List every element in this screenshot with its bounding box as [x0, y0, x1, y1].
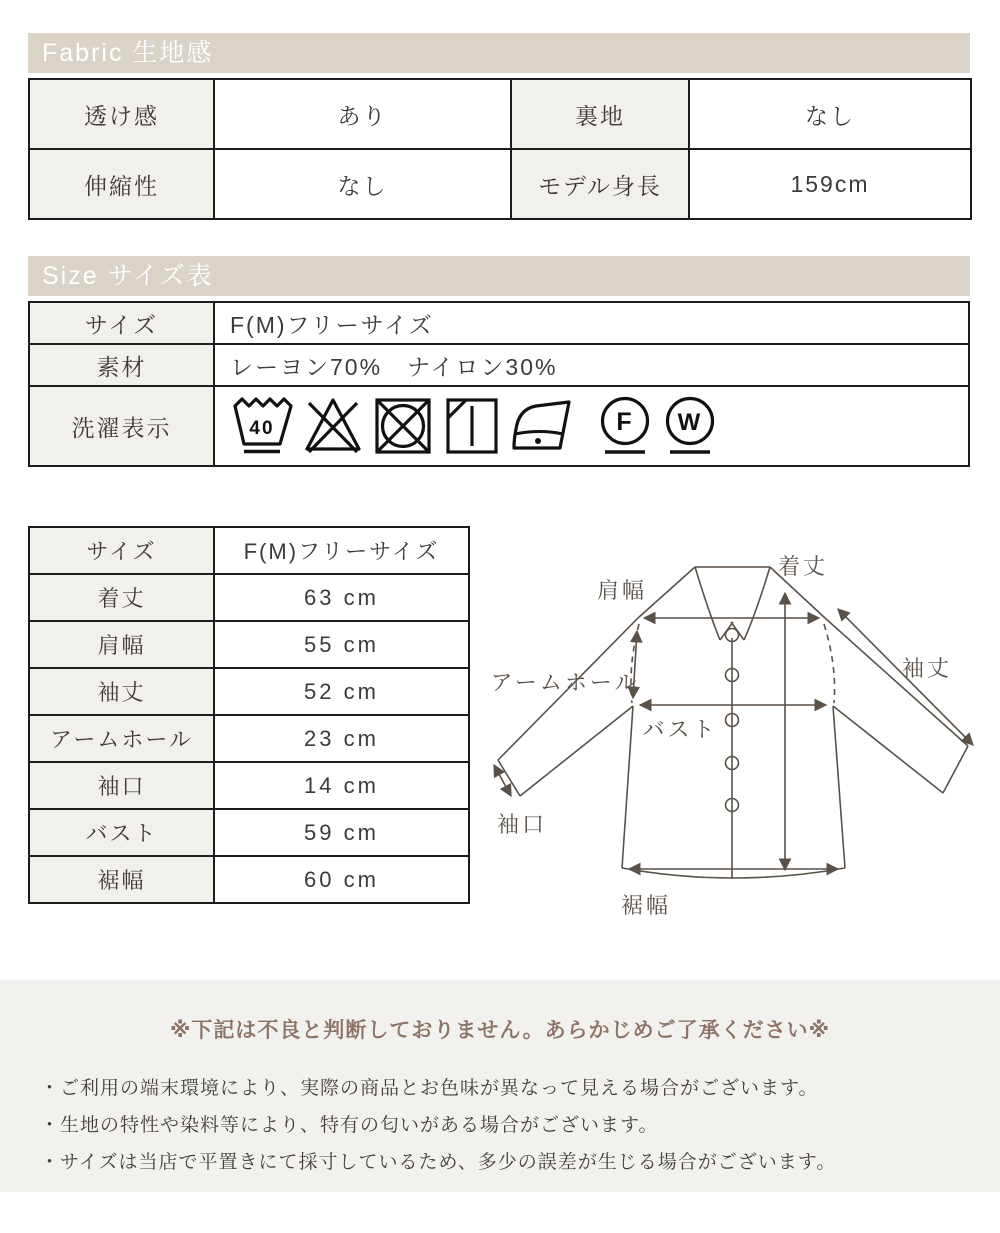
fabric-value-cell: 159cm — [689, 149, 971, 219]
diagram-label-armhole: アームホール — [490, 670, 640, 695]
measurement-label: アームホール — [29, 715, 214, 762]
disclaimer-notes — [0, 1044, 1000, 1181]
measurement-size-value: F(M)フリーサイズ — [214, 527, 469, 574]
material-value-cell: レーヨン70% ナイロン30% — [214, 344, 969, 386]
table-row — [29, 856, 469, 903]
do-not-bleach-icon — [303, 393, 363, 459]
fabric-label-cell: 透け感 — [29, 79, 214, 149]
measurement-value: 59 cm — [214, 809, 469, 856]
table-row — [29, 809, 469, 856]
measurement-label: 着丈 — [29, 574, 214, 621]
diagram-label-length: 着丈 — [777, 554, 829, 579]
disclaimer-note: ・サイズは当店で平置きにて採寸しているため、多少の誤差が生じる場合がございます。 — [40, 1152, 837, 1173]
diagram-label-shoulder-width: 肩幅 — [596, 578, 648, 603]
fabric-section-header — [28, 33, 970, 73]
measurement-value: 63 cm — [214, 574, 469, 621]
measurement-value: 23 cm — [214, 715, 469, 762]
svg-text:W: W — [677, 409, 703, 436]
drip-dry-in-shade-icon — [443, 393, 501, 459]
cuff-arrow — [494, 765, 511, 796]
table-row — [29, 762, 469, 809]
measurement-label: 裾幅 — [29, 856, 214, 903]
table-row — [29, 574, 469, 621]
fabric-label-cell: 裏地 — [511, 79, 689, 149]
svg-text:40: 40 — [249, 418, 275, 439]
garment-measurement-diagram — [480, 538, 1000, 938]
measurement-value: 60 cm — [214, 856, 469, 903]
measurement-label: バスト — [29, 809, 214, 856]
disclaimer-note: ・生地の特性や染料等により、特有の匂いがある場合がございます。 — [40, 1115, 659, 1136]
material-label-cell: 素材 — [29, 344, 214, 386]
fabric-section-title: Fabric 生地感 — [42, 39, 214, 67]
size-section-header — [28, 256, 970, 296]
fabric-label-cell: モデル身長 — [511, 149, 689, 219]
disclaimer-note: ・ご利用の端末環境により、実際の商品とお色味が異なって見える場合がございます。 — [40, 1078, 819, 1099]
size-info-row — [29, 302, 969, 344]
fabric-value-cell: あり — [214, 79, 511, 149]
care-icons-strip — [230, 391, 968, 461]
shirt-outline — [498, 567, 968, 879]
measurement-value: 52 cm — [214, 668, 469, 715]
diagram-label-bust: バスト — [642, 717, 718, 742]
svg-text:F: F — [616, 408, 634, 436]
fabric-value-cell: なし — [689, 79, 971, 149]
disclaimer-section — [0, 980, 1000, 1192]
iron-low-heat-icon — [510, 393, 588, 459]
fabric-value-cell: なし — [214, 149, 511, 219]
measurement-size-label: サイズ — [29, 527, 214, 574]
table-row — [29, 621, 469, 668]
measurement-value: 55 cm — [214, 621, 469, 668]
fabric-label-cell: 伸縮性 — [29, 149, 214, 219]
diagram-label-cuff: 袖口 — [496, 812, 548, 837]
fabric-table-row — [29, 149, 971, 219]
size-value-cell: F(M)フリーサイズ — [214, 302, 969, 344]
diagram-label-hem-width: 裾幅 — [620, 893, 672, 918]
measurement-label: 袖丈 — [29, 668, 214, 715]
fabric-table — [28, 78, 972, 220]
disclaimer-heading: ※下記は不良と判断しておりません。あらかじめご了承ください※ — [169, 1019, 831, 1042]
wet-clean-icon — [662, 393, 718, 459]
measurements-section — [28, 526, 1000, 938]
measurement-label: 肩幅 — [29, 621, 214, 668]
size-section-title: Size サイズ表 — [42, 262, 214, 290]
do-not-tumble-dry-icon — [372, 393, 434, 459]
care-symbols-cell — [214, 386, 969, 466]
wash-40-icon — [230, 393, 294, 459]
measurement-label: 袖口 — [29, 762, 214, 809]
fabric-table-row — [29, 79, 971, 149]
measurement-value: 14 cm — [214, 762, 469, 809]
measurement-arrows — [494, 593, 973, 870]
size-label-cell: サイズ — [29, 302, 214, 344]
care-label-cell: 洗濯表示 — [29, 386, 214, 466]
care-symbols-row — [29, 386, 969, 466]
measurements-header-row — [29, 527, 469, 574]
table-row — [29, 668, 469, 715]
dry-clean-petroleum-icon — [597, 393, 653, 459]
size-info-table — [28, 301, 970, 467]
table-row — [29, 715, 469, 762]
material-row — [29, 344, 969, 386]
diagram-label-sleeve-length: 袖丈 — [901, 656, 953, 681]
measurements-table — [28, 526, 470, 904]
